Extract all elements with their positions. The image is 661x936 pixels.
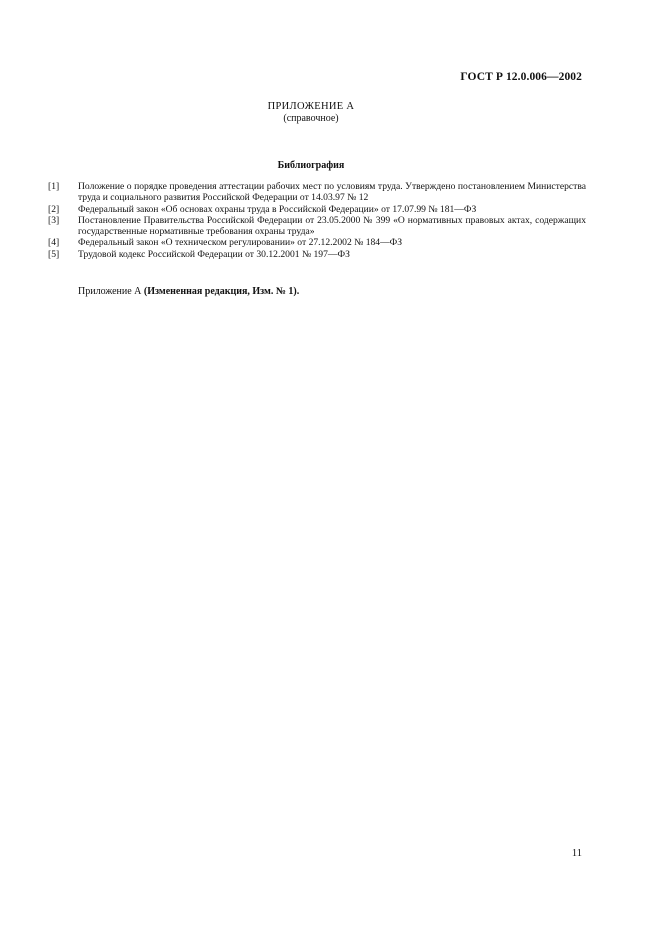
bibliography-title: Библиография [277, 160, 345, 171]
bibliography-item-number: [4] [48, 237, 60, 249]
bibliography-item-number: [2] [48, 203, 60, 215]
amendment-bold-text: (Измененная редакция, Изм. № 1). [143, 286, 300, 297]
bibliography-item-text: Постановление Правительства Российской Федерации от 23.05.2000 № 399 «О нормативных правовых актах, содержащих государственные нормативные требования охраны труда» [78, 214, 586, 238]
bibliography-item-number: [3] [48, 214, 60, 226]
appendix-title: ПРИЛОЖЕНИЕ А [267, 101, 355, 112]
amendment-note [78, 286, 299, 297]
bibliography-item-number: [5] [48, 248, 60, 260]
page-number: 11 [571, 848, 582, 859]
document-code: ГОСТ Р 12.0.006—2002 [460, 71, 582, 83]
bibliography-item [48, 181, 586, 204]
bibliography-item [48, 204, 586, 215]
bibliography-item-text: Трудовой кодекс Российской Федерации от 30.12.2001 № 197—ФЗ [78, 248, 350, 260]
appendix-note: (справочное) [283, 113, 339, 124]
bibliography-item-text: Федеральный закон «Об основах охраны труда в Российской Федерации» от 17.07.99 № 181—ФЗ [78, 203, 477, 215]
bibliography-list [48, 181, 586, 260]
bibliography-item [48, 215, 586, 238]
bibliography-item-number: [1] [48, 181, 60, 192]
amendment-prefix: Приложение А [78, 286, 144, 297]
appendix-heading [0, 101, 622, 125]
bibliography-item [48, 237, 586, 248]
bibliography-item [48, 249, 586, 260]
bibliography-item-text: Федеральный закон «О техническом регулировании» от 27.12.2002 № 184—ФЗ [78, 237, 403, 249]
bibliography-item-text: Положение о порядке проведения аттестации рабочих мест по условиям труда. Утверждено постановлением Министерства труда и социального развития Российской Федерации от 14.03.97 № 12 [78, 181, 586, 204]
